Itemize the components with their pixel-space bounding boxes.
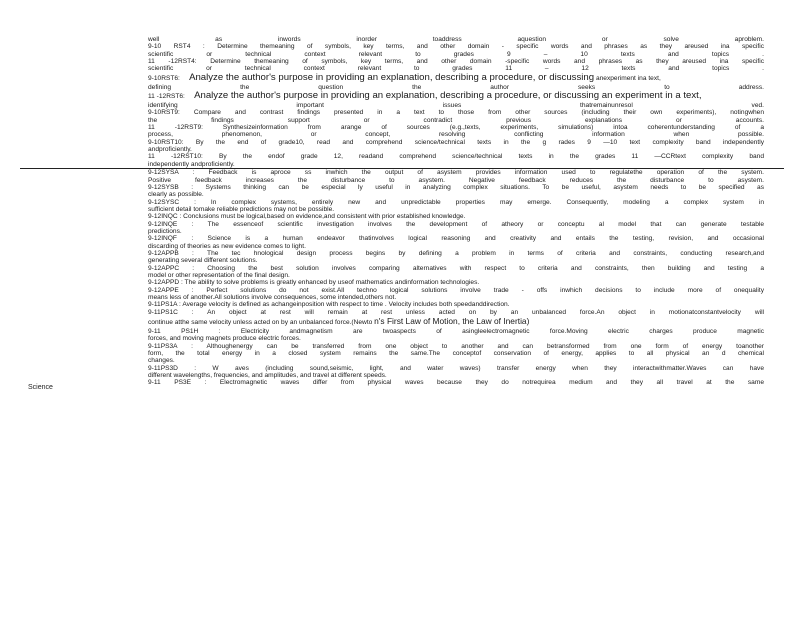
standard-line: predictions.	[148, 227, 182, 235]
standard-text-emphasis: n's First Law of Motion, the Law of Inertia)	[374, 316, 530, 327]
standard-line: independently andproficiently.	[148, 160, 235, 168]
standard-text-emphasis: Analyze the author's purpose in providing an explanation, describing a procedure, or discussing	[189, 72, 595, 83]
standard-line-newton	[148, 316, 764, 328]
standard-line: forces, and moving magnets produce electric forces.	[148, 335, 301, 343]
standard-code: 9-10RST6:	[148, 74, 180, 82]
standard-line: generating several different solutions.	[148, 257, 258, 265]
subject-label: Science	[28, 384, 53, 392]
standard-line: changes.	[148, 357, 175, 365]
standard-line: 9-12INQC : Conclusions must be logical,based on evidence,and consistent with prior established knowledge.	[148, 213, 466, 221]
standard-line: 9-11PS1C : An object at rest will remain at rest unless acted on by an unbalanced force.An object in motionatconstantvelocity will	[148, 308, 764, 316]
standard-line: 9-10 RST4 : Determine themeaning of symbols, key terms, and other domain - specific words and phrases as they areused ina specific	[148, 43, 764, 51]
standard-line: defining the question the author seeks to address.	[148, 83, 764, 91]
standard-line: 11 -12RST10: By the endof grade 12, readand comprehend science/technical texts in the grades 11 —CCRtext complexity band	[148, 153, 764, 161]
standard-line: means less of another.All solutions involve consequences, some intended,others not.	[148, 294, 397, 301]
standard-line: different wavelengths, frequencies, and amplitudes, and travel at different speeds.	[148, 372, 387, 380]
standard-text-tail: anexperiment ina text,	[595, 74, 661, 82]
standard-line: 9-10RST9: Compare and contrast findings presented in a text to those from other sources (including their own experiments), notingwhen	[148, 109, 764, 117]
standard-line: the findings support or contradict previous explanations or accounts.	[148, 116, 764, 124]
standard-line: Positive feedback increases the disturbance to asystem. Negative feedback reduces the disturbance to asystem.	[148, 176, 764, 184]
standard-line-rst6-910	[148, 73, 764, 84]
standard-line: clearly as possible.	[148, 191, 204, 199]
standard-line: model or other representation of the final design.	[148, 271, 290, 279]
standard-line: 9-12APPE : Perfect solutions do not exist.All techno logical solutions involve trade - offs inwhich decisions to include more of onequality	[148, 286, 764, 294]
standard-line: form, the total energy in a closed system remains the same.The conceptof conservation of energy, applies to all physical an d chemical	[148, 350, 764, 358]
standard-line: discarding of theories as new evidence comes to light.	[148, 242, 306, 250]
standard-line: sufficient detail tomake reliable predictions may not be possible.	[148, 205, 335, 213]
standard-line: 9-11PS3D : W aves (including sound,seismic, light, and water waves) transfer energy when they interactwithmatter.Waves can have	[148, 364, 764, 372]
standard-line: 9-11PS1A : Average velocity is defined as achangeinposition with respect to time . Velocity includes both speedanddirection.	[148, 301, 510, 309]
standard-line: 9-12SYSB : Systems thinking can be especial ly useful in analyzing complex situations. To be useful, asystem needs to be specified as	[148, 183, 764, 191]
standard-text: continue atthe same velocity unless acted on by an unbalanced force.(Newto	[148, 319, 373, 327]
standard-line: 9-12INQF : Science is a human endeavor thatinvolves logical reasoning and creativity and entails the testing, revision, and occasional	[148, 235, 764, 243]
standard-line: 9-12APPD : The ability to solve problems is greatly enhanced by useof mathematics andinformation technologies.	[148, 279, 480, 287]
standard-line: 9-12APPC : Choosing the best solution involves comparing alternatives with respect to criteria and constraints, then building and testing a	[148, 264, 764, 272]
standards-document	[20, 36, 784, 392]
standard-line: 9-11 PS1H : Electricity andmagnetism are twoaspects of asingleelectromagnetic force.Moving electric charges produce magnetic	[148, 328, 764, 336]
standard-text-emphasis: Analyze the author's purpose in providing an explanation, describing a procedure, or discussing an experiment in a text,	[194, 91, 702, 102]
standards-row-science	[20, 168, 784, 392]
standards-content	[148, 169, 764, 387]
standard-line: 9-12SYSC : In complex systems, entirely new and unpredictable properties may emerge. Consequently, modeling a complex system in	[148, 198, 764, 206]
standard-line-rst6-1112	[148, 91, 764, 102]
standards-row-literacy	[20, 36, 784, 168]
standard-line: 9-12APPB : The tec hnological design process begins by defining a problem in terms of criteria and constraints, conducting research,and	[148, 249, 764, 257]
standard-line: 9-10RST10: By the end of grade10, read and comprehend science/technical texts in the g rades 9 —10 text complexity band independently	[148, 138, 764, 146]
standard-line: scientific or technical context relevant to grades 9 – 10 texts and topics .	[148, 50, 764, 58]
standard-line: 9-12SYSA : Feedback is aproce ss inwhich the output of asystem provides information used to regulatethe operation of the system.	[148, 169, 764, 177]
standard-line: well as inwords inorder toaddress aquestion or solve aproblem.	[148, 36, 764, 43]
standards-content	[148, 36, 764, 168]
standard-line: scientific or technical context relevant to grades 11 – 12 texts and topics .	[148, 65, 764, 73]
standard-line: 11 -12RST4: Determine themeaning of symbols, key terms, and other domain -specific words and phrases as they areused ina specific	[148, 58, 764, 66]
standard-line: 9-11 PS3E : Electromagnetic waves differ from physical waves because they do notrequirea medium and they all travel at the same	[148, 379, 764, 387]
standard-code: 11 -12RST6:	[148, 93, 185, 101]
standard-line: identifying important issues thatremainunresol ved.	[148, 102, 764, 110]
standard-line: process, phenomenon, or concept, resolving conflicting information when possible.	[148, 131, 764, 139]
standard-line: 11 -12RST9: Synthesizeinformation from arange of sources (e.g.,texts, experiments, simulations) intoa coherentunderstanding of a	[148, 124, 764, 132]
standard-line: 9-11PS3A : Althoughenergy can be transferred from one object to another and can betransformed from one form of energy toanother	[148, 342, 764, 350]
standard-line: andproficiently.	[148, 146, 192, 154]
standard-line: 9-12INQE : The essenceof scientific investigation involves the development of atheory or conceptu al model that can generate testable	[148, 220, 764, 228]
